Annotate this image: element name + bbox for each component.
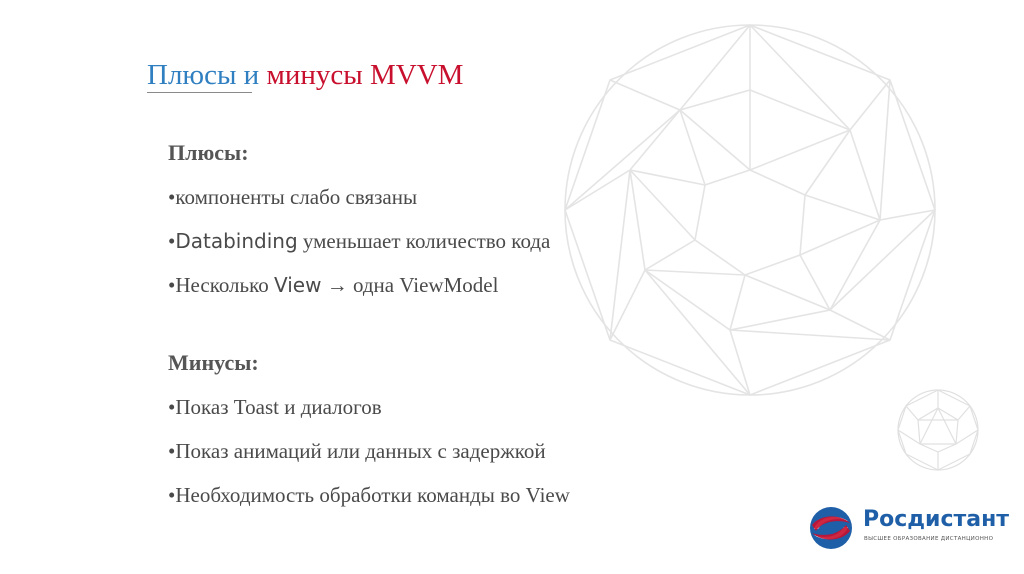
rosdistant-logo-name: Росдистант [863,507,1010,532]
bullet: • [168,395,176,419]
cons-item-text: Показ Toast и диалогов [175,395,382,419]
bullet: • [168,185,176,209]
cons-item [168,392,570,422]
rosdistant-logo [808,505,1010,555]
cons-item [168,480,570,510]
pros-item [168,226,570,256]
pros-item-text: → одна ViewModel [321,273,499,297]
cons-item [168,436,570,466]
bullet: • [168,483,176,507]
geodesic-sphere-background [560,20,940,400]
cons-item-text: Необходимость обработки команды во View [175,483,570,507]
rosdistant-logo-tagline: ВЫСШЕЕ ОБРАЗОВАНИЕ ДИСТАНЦИОННО [864,536,994,542]
slide-title-red-part: минусы MVVM [266,59,464,91]
pros-item [168,270,570,300]
pros-heading: Плюсы: [168,140,249,165]
pros-item-keyword: Databinding [175,229,298,253]
bullet: • [168,229,176,253]
title-underline [147,92,252,93]
slide-title [147,58,463,92]
pros-item-keyword: View [274,273,322,297]
cons-item-text: Показ анимаций или данных с задержкой [175,439,546,463]
pros-item-text: компоненты слабо связаны [175,185,418,209]
rosdistant-logo-icon [808,505,854,551]
bullet: • [168,439,176,463]
pros-item-text: уменьшает количество кода [297,229,551,253]
slide-title-blue-part: Плюсы и [147,59,260,91]
slide-content [168,138,570,524]
pros-item-prefix: Несколько [175,273,274,297]
section-gap [168,314,570,348]
cons-heading: Минусы: [168,350,259,375]
small-geodesic-sphere-background [896,388,980,472]
bullet: • [168,273,176,297]
pros-item [168,182,570,212]
